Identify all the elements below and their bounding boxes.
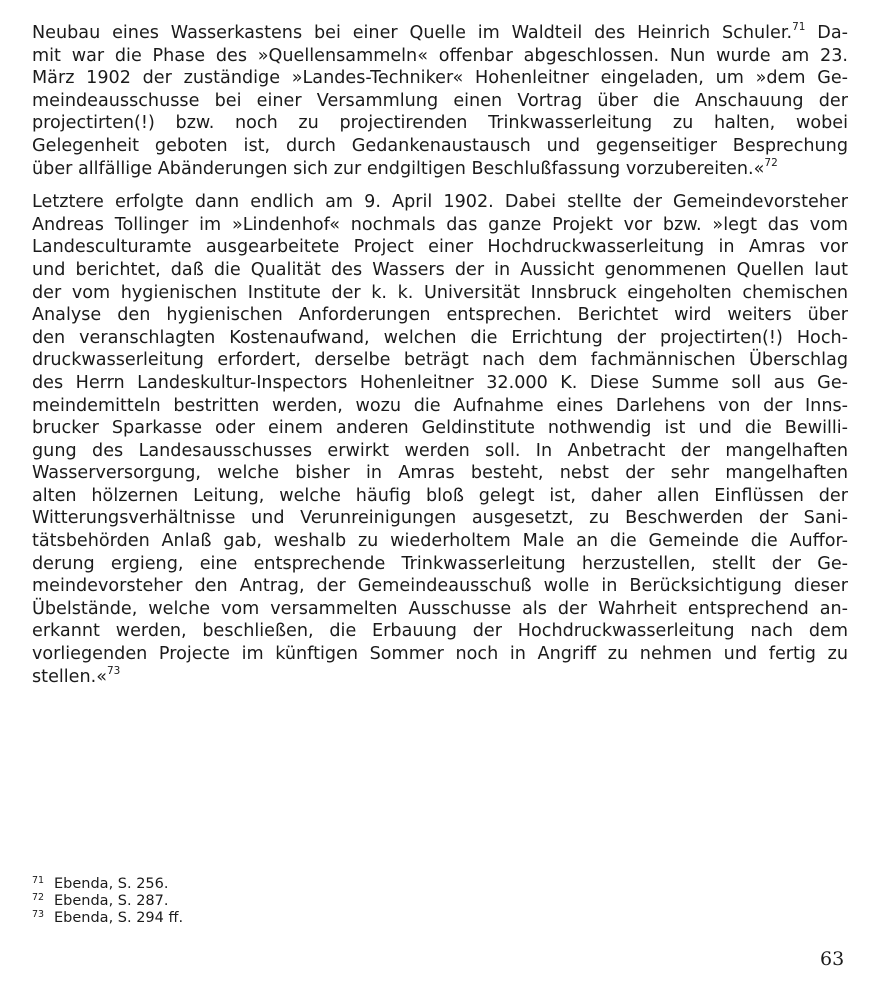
footnote-ref-71[interactable]: 71 (792, 21, 806, 33)
footnote-73 (32, 910, 532, 927)
text-line: brucker Sparkasse oder einem anderen Geldinstitute nothwendig ist und die Bewilli- (32, 418, 848, 439)
text-line: mit war die Phase des »Quellensammeln« offenbar abgeschlossen. Nun wurde am 23. (32, 45, 848, 66)
text-line: tätsbehörden Anlaß gab, weshalb zu wiederholtem Male an die Gemeinde die Auffor- (32, 531, 848, 552)
text-line: Analyse den hygienischen Anforderungen entsprechen. Berichtet wird weiters über (32, 305, 848, 326)
page-number: 63 (820, 948, 845, 970)
footnote-71 (32, 876, 532, 893)
footnote-number: 71 (32, 875, 45, 886)
text-line: Landesculturamte ausgearbeitete Project einer Hochdruckwasserleitung in Amras vor (32, 237, 848, 258)
footnote-text: Ebenda, S. 256. (54, 876, 169, 892)
text-line: Andreas Tollinger im »Lindenhof« nochmals das ganze Projekt vor bzw. »legt das vom (32, 214, 848, 235)
text-line: meindemitteln bestritten werden, wozu die Aufnahme eines Darlehens von der Inns- (32, 395, 848, 416)
footnote-ref-72[interactable]: 72 (764, 156, 778, 169)
text-line: erkannt werden, beschließen, die Erbauung der Hochdruckwasserleitung nach dem (32, 621, 848, 642)
text-line: meindeausschusse bei einer Versammlung einen Vortrag über die Anschauung der (32, 90, 848, 111)
text-line: projectirten(!) bzw. noch zu projectirenden Trinkwasserleitung zu halten, wobei (32, 113, 848, 134)
text-line: und berichtet, daß die Qualität des Wassers der in Aussicht genommenen Quellen laut (32, 259, 848, 280)
text-line: druckwasserleitung erfordert, derselbe beträgt nach dem fachmännischen Überschlag (32, 350, 848, 371)
body-text (32, 22, 848, 688)
text-line: alten hölzernen Leitung, welche häufig bloß gelegt ist, daher allen Einflüssen der (32, 485, 848, 506)
text-line: Letztere erfolgte dann endlich am 9. April 1902. Dabei stellte der Gemeindevorsteher (32, 192, 848, 213)
text-line: derung ergieng, eine entsprechende Trinkwasserleitung herzustellen, stellt der Ge- (32, 553, 848, 574)
text-line: März 1902 der zuständige »Landes-Techniker« Hohenleitner eingeladen, um »dem Ge- (32, 68, 848, 89)
footnotes (32, 876, 532, 927)
text-line: Witterungsverhältnisse und Verunreinigungen ausgesetzt, zu Beschwerden der Sani- (32, 508, 848, 529)
text-line: der vom hygienischen Institute der k. k. Universität Innsbruck eingeholten chemischen (32, 282, 848, 303)
text-line: über allfällige Abänderungen sich zur endgiltigen Beschlußfassung vorzubereiten.«$^{72}$ (32, 156, 778, 179)
footnote-text: Ebenda, S. 294 ff. (54, 910, 184, 926)
text-line: Neubau eines Wasserkastens bei einer Quelle im Waldteil des Heinrich Schuler.$^{71}$ Da- (32, 21, 848, 43)
text-line: vorliegenden Projecte im künftigen Sommer noch in Angriff zu nehmen und fertig zu (32, 644, 848, 665)
text-line: des Herrn Landeskultur-Inspectors Hohenleitner 32.000 K. Diese Summe soll aus Ge- (32, 372, 848, 393)
text-line: stellen.«$^{73}$ (32, 664, 121, 687)
footnote-ref-73[interactable]: 73 (107, 664, 121, 677)
text-line: den veranschlagten Kostenaufwand, welchen die Errichtung der projectirten(!) Hoch- (32, 327, 848, 348)
footnote-text: Ebenda, S. 287. (54, 893, 169, 909)
footnote-number: 73 (32, 909, 45, 920)
text-line: Gelegenheit geboten ist, durch Gedankenaustausch und gegenseitiger Besprechung (32, 135, 848, 156)
text-line: Wasserversorgung, welche bisher in Amras besteht, nebst der sehr mangelhaften (32, 463, 848, 484)
paragraph-2 (32, 191, 848, 688)
footnote-72 (32, 893, 532, 910)
paragraph-1 (32, 22, 848, 180)
text-line: Übelstände, welche vom versammelten Ausschusse als der Wahrheit entsprechend an- (32, 598, 848, 619)
text-line: gung des Landesausschusses erwirkt werden soll. In Anbetracht der mangelhaften (32, 440, 848, 461)
text-line: meindevorsteher den Antrag, der Gemeindeausschuß wolle in Berücksichtigung dieser (32, 576, 848, 597)
footnote-number: 72 (32, 892, 45, 903)
